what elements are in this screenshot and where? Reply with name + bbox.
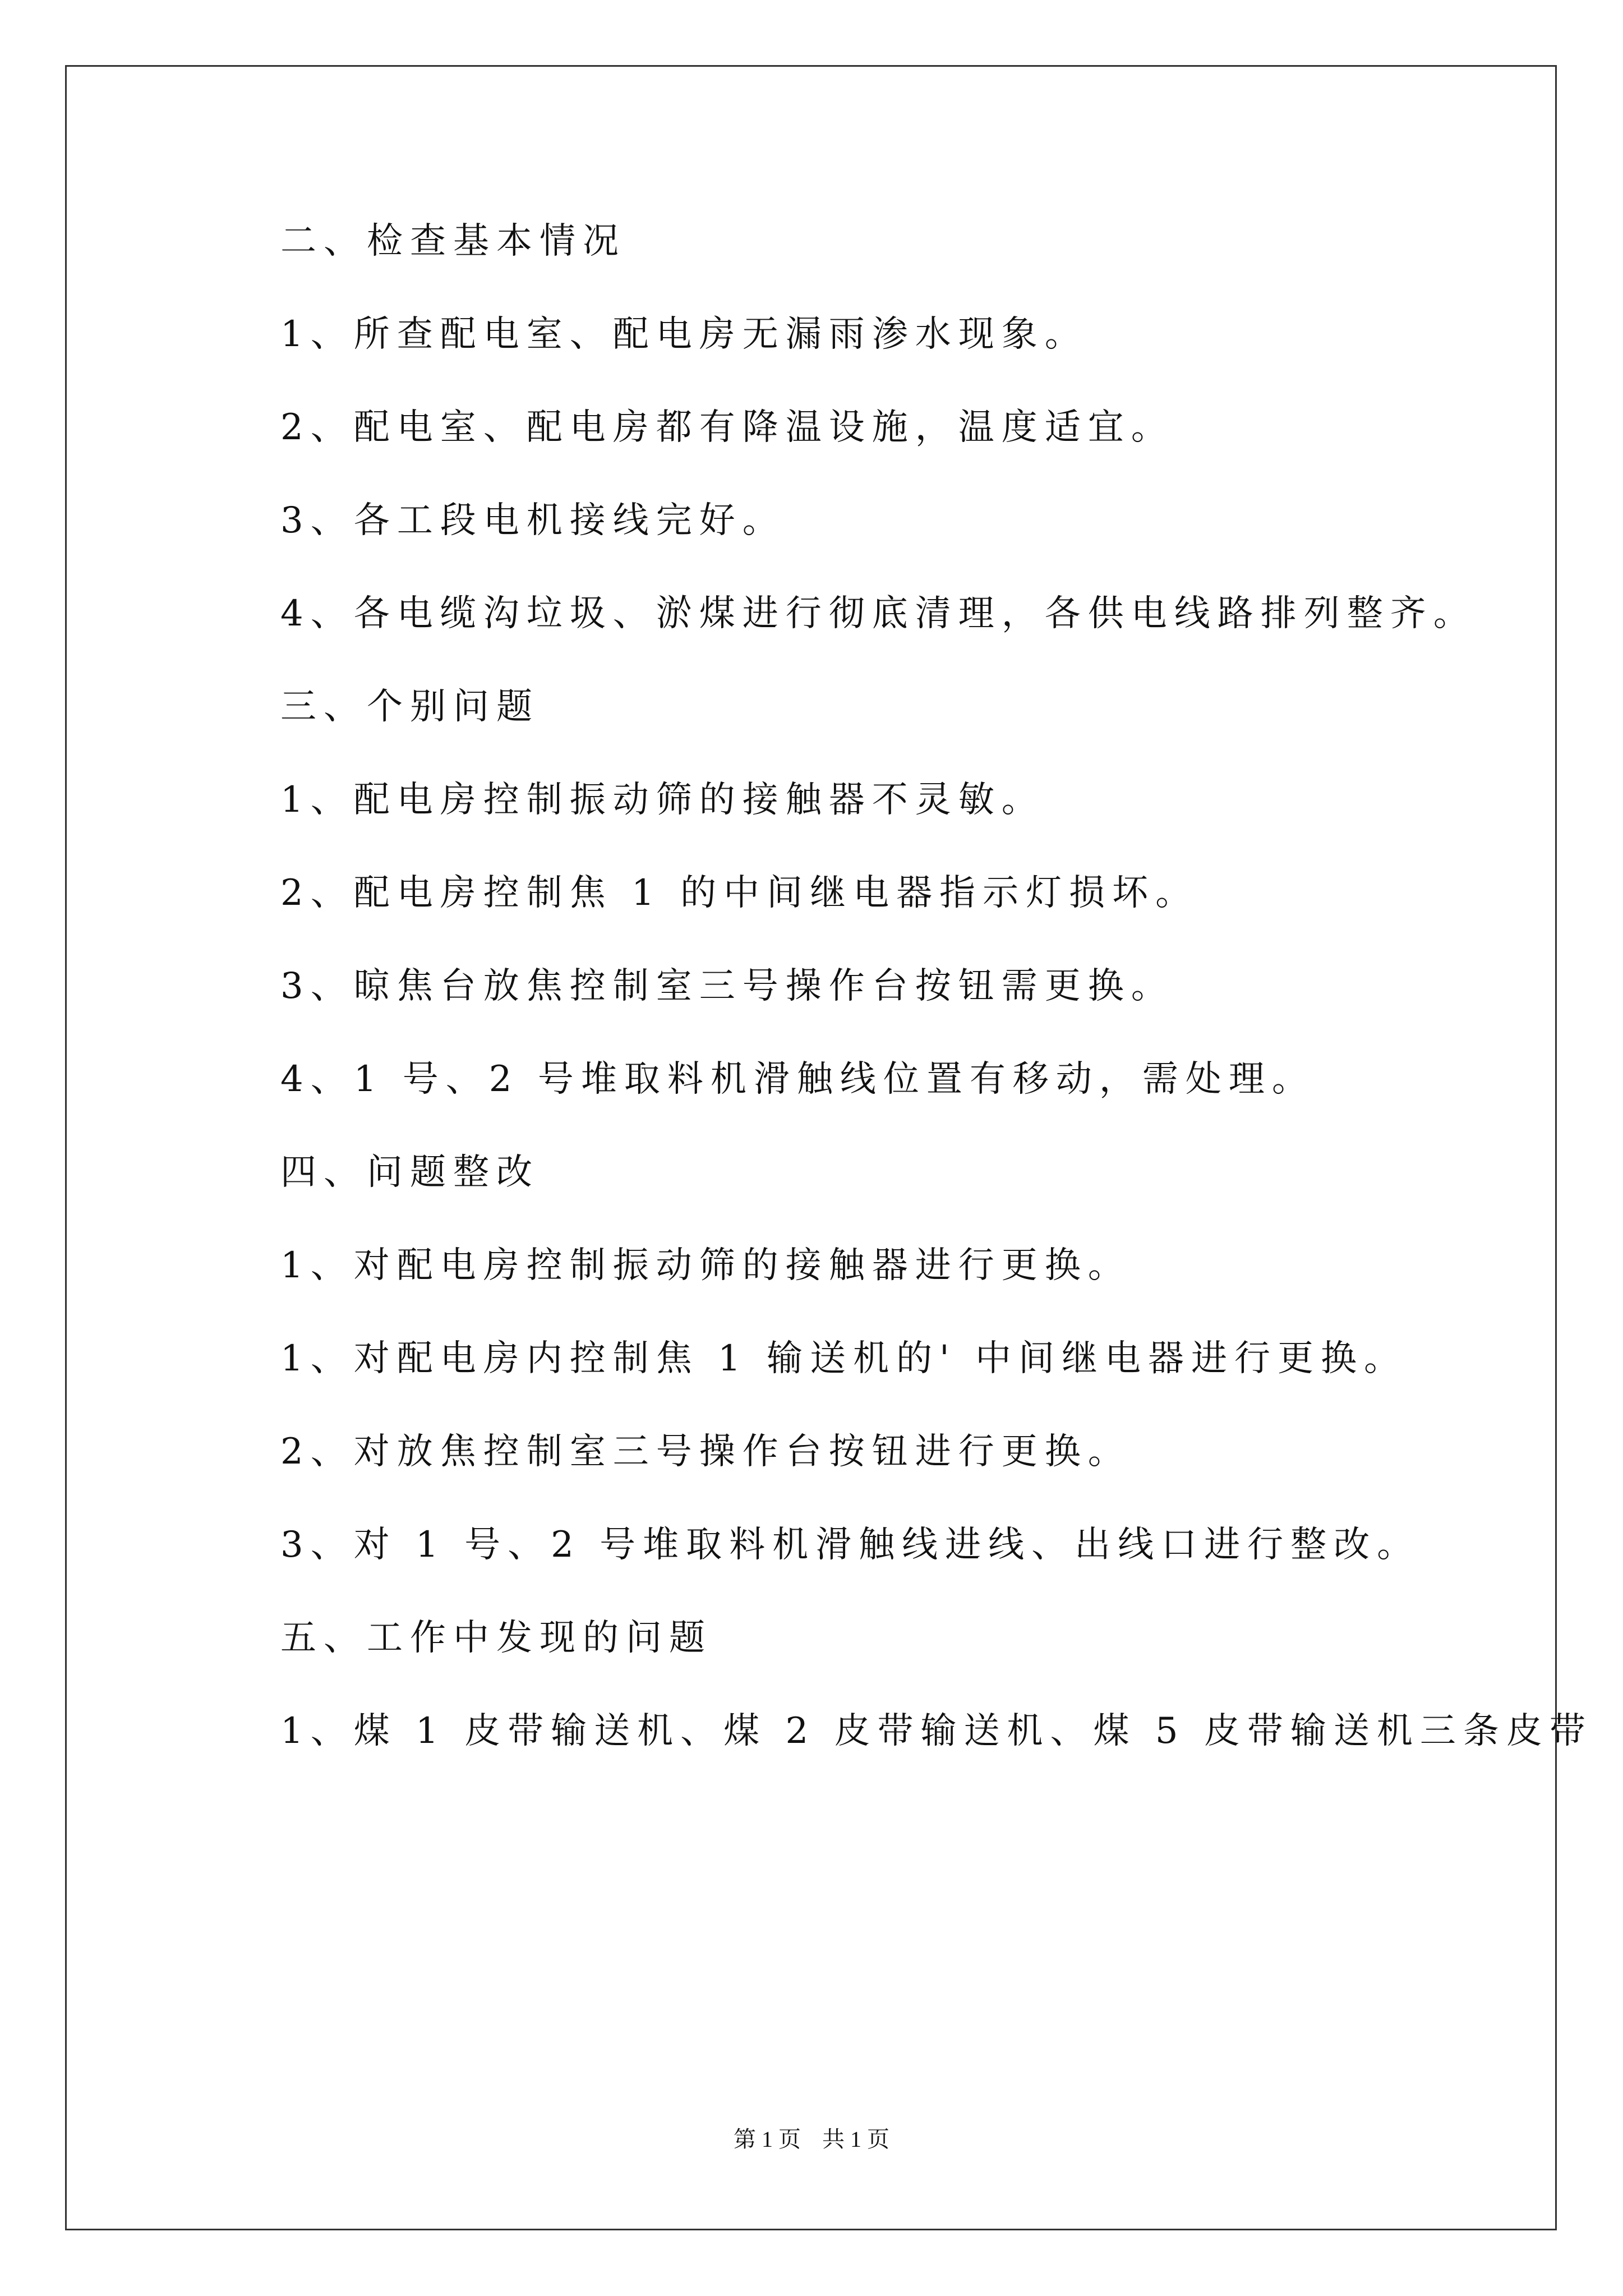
section-heading-3: 三、个别问题 — [280, 686, 540, 728]
paragraph: 3、晾焦台放焦控制室三号操作台按钮需更换。 — [280, 965, 1174, 1007]
paragraph: 1、所查配电室、配电房无漏雨渗水现象。 — [280, 314, 1088, 355]
paragraph: 2、配电室、配电房都有降温设施，温度适宜。 — [280, 407, 1174, 448]
page-number: 第 1 页 — [734, 2127, 801, 2152]
paragraph: 3、各工段电机接线完好。 — [280, 500, 786, 541]
paragraph: 3、对 1 号、2 号堆取料机滑触线进线、出线口进行整改。 — [280, 1524, 1421, 1566]
paragraph: 2、对放焦控制室三号操作台按钮进行更换。 — [280, 1431, 1131, 1473]
section-heading-5: 五、工作中发现的问题 — [280, 1617, 712, 1659]
page-footer — [0, 2125, 1623, 2154]
page-total: 共 1 页 — [822, 2127, 889, 2152]
paragraph: 1、配电房控制振动筛的接触器不灵敏。 — [280, 779, 1045, 821]
paragraph: 2、配电房控制焦 1 的中间继电器指示灯损坏。 — [280, 872, 1199, 914]
paragraph: 1、对配电房内控制焦 1 输送机的' 中间继电器进行更换。 — [280, 1338, 1408, 1379]
section-heading-4: 四、问题整改 — [280, 1152, 540, 1193]
paragraph: 4、1 号、2 号堆取料机滑触线位置有移动，需处理。 — [280, 1059, 1315, 1100]
paragraph: 4、各电缆沟垃圾、淤煤进行彻底清理，各供电线路排列整齐。 — [280, 593, 1477, 634]
page-border — [65, 65, 1557, 2230]
paragraph: 1、煤 1 皮带输送机、煤 2 皮带输送机、煤 5 皮带输送机三条皮带 — [280, 1710, 1593, 1752]
section-heading-2: 二、检查基本情况 — [280, 220, 626, 262]
paragraph: 1、对配电房控制振动筛的接触器进行更换。 — [280, 1245, 1131, 1286]
